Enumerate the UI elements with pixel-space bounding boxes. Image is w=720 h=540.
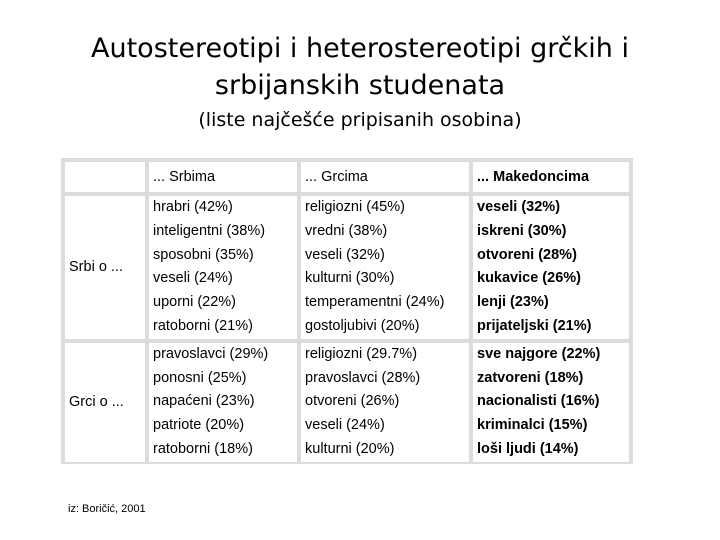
table-header-row: [65, 162, 629, 192]
list-item: kulturni (20%): [305, 440, 395, 457]
cell-grci-srbima: [149, 343, 297, 462]
list-item: prijateljski (21%): [477, 317, 592, 334]
row-label-srbi: Srbi o ...: [65, 196, 145, 339]
list-item: ratoborni (21%): [153, 317, 253, 334]
list-item: lenji (23%): [477, 294, 549, 311]
list-item: sposobni (35%): [153, 246, 254, 263]
list-item: kulturni (30%): [305, 270, 395, 287]
list-item: otvoreni (28%): [477, 246, 577, 263]
list-item: veseli (32%): [305, 246, 385, 263]
list-item: zatvoreni (18%): [477, 369, 584, 386]
cell-grci-makedoncima: [473, 343, 629, 462]
cell-grci-grcima: [301, 343, 469, 462]
list-item: veseli (32%): [477, 199, 561, 215]
slide-subtitle: (liste najčešće pripisanih osobina): [198, 109, 522, 131]
list-item: sve najgore (22%): [477, 345, 601, 362]
list-item: kriminalci (15%): [477, 417, 588, 434]
cell-srbi-grcima: [301, 196, 469, 339]
list-item: vredni (38%): [305, 222, 388, 239]
cell-srbi-srbima: [149, 196, 297, 339]
table-row-srbi: [65, 196, 629, 339]
list-item: veseli (24%): [153, 270, 233, 287]
list-item: pravoslavci (29%): [153, 345, 269, 362]
list-item: religiozni (29.7%): [305, 345, 418, 362]
cell-srbi-makedoncima: [473, 196, 629, 339]
list-item: kukavice (26%): [477, 270, 581, 287]
list-item: pravoslavci (28%): [305, 369, 421, 386]
list-item: iskreni (30%): [477, 222, 567, 239]
list-item: veseli (24%): [305, 417, 385, 434]
list-item: hrabri (42%): [153, 199, 233, 215]
list-item: inteligentni (38%): [153, 222, 266, 239]
list-item: temperamentni (24%): [305, 294, 445, 311]
header-makedoncima: ... Makedoncima: [473, 162, 629, 192]
list-item: patriote (20%): [153, 417, 245, 434]
title-line-1: Autostereotipi i heterostereotipi grčkih i: [91, 33, 629, 64]
list-item: religiozni (45%): [305, 199, 405, 215]
header-corner-cell: [65, 162, 145, 192]
row-label-grci: Grci o ...: [65, 343, 145, 462]
header-grcima: ... Grcima: [301, 162, 469, 192]
source-citation: iz: Boričić, 2001: [68, 503, 146, 515]
header-srbima: ... Srbima: [149, 162, 297, 192]
stereotypes-table: [61, 158, 633, 466]
list-item: nacionalisti (16%): [477, 393, 600, 410]
list-item: uporni (22%): [153, 294, 237, 311]
list-item: ratoborni (18%): [153, 440, 253, 457]
slide-title: [0, 30, 720, 104]
list-item: ponosni (25%): [153, 369, 247, 386]
list-item: otvoreni (26%): [305, 393, 400, 410]
table-row-grci: [65, 343, 629, 462]
list-item: loši ljudi (14%): [477, 440, 579, 457]
title-line-2: srbijanskih studenata: [214, 70, 506, 101]
list-item: napaćeni (23%): [153, 393, 255, 410]
list-item: gostoljubivi (20%): [305, 317, 420, 334]
